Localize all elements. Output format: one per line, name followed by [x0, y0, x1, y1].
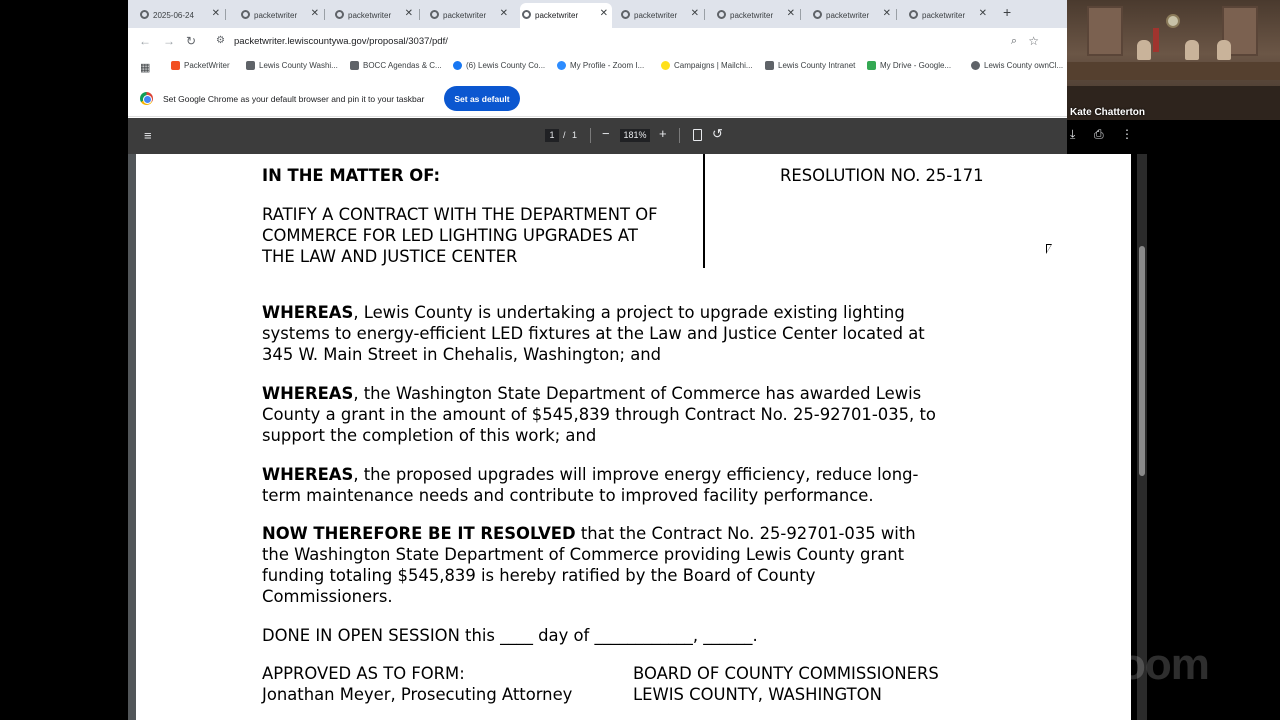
- back-icon[interactable]: ←: [139, 34, 151, 48]
- more-options-icon[interactable]: ⋮: [1121, 127, 1133, 141]
- paragraph-line: support the completion of this work; and: [262, 426, 597, 445]
- globe-icon: [241, 10, 250, 19]
- bookmarks-bar: [128, 56, 1067, 78]
- site-info-icon[interactable]: ⚙: [216, 35, 225, 46]
- close-icon[interactable]: ✕: [211, 8, 220, 19]
- subject-line: THE LAW AND JUSTICE CENTER: [262, 247, 518, 266]
- rotate-icon[interactable]: ↺: [712, 126, 723, 141]
- paragraph-line: the Washington State Department of Commerce providing Lewis County grant: [262, 545, 905, 564]
- globe-icon: [813, 10, 822, 19]
- participant-name: Kate Chatterton: [1070, 107, 1146, 118]
- close-icon[interactable]: ✕: [690, 8, 699, 19]
- chrome-logo-icon: [140, 92, 153, 105]
- tab-active[interactable]: packetwriter ✕: [520, 3, 612, 28]
- globe-icon: [140, 10, 149, 19]
- bookmark-lewis-county-washington[interactable]: Lewis County Washi...: [246, 61, 338, 70]
- pdf-page: [136, 154, 1131, 720]
- bookmark-zoom-profile[interactable]: My Profile - Zoom I...: [557, 61, 644, 70]
- globe-icon: [621, 10, 630, 19]
- bookmark-lewis-county-facebook[interactable]: (6) Lewis County Co...: [453, 61, 545, 70]
- new-tab-icon[interactable]: +: [1003, 4, 1012, 20]
- pdf-viewport[interactable]: [128, 154, 1067, 720]
- zoom-in-icon[interactable]: +: [659, 126, 667, 141]
- default-browser-infobar: Set Google Chrome as your default browser and pin it to your taskbar Set as default: [128, 80, 1067, 117]
- pdf-scrollbar[interactable]: [1137, 154, 1147, 720]
- zoom-icon[interactable]: ⌕: [1010, 35, 1017, 47]
- paragraph-line: County a grant in the amount of $545,839 through Contract No. 25-92701-035, to: [262, 405, 936, 424]
- mouse-cursor-icon: [1046, 244, 1052, 254]
- bookmark-packetwriter[interactable]: PacketWriter: [171, 61, 230, 70]
- paragraph-line: funding totaling $545,839 is hereby ratified by the Board of County: [262, 566, 816, 585]
- globe-icon: [335, 10, 344, 19]
- paragraph-line: systems to energy-efficient LED fixtures at the Law and Justice Center located at: [262, 324, 925, 343]
- tab-strip: [128, 0, 1067, 28]
- done-in-open-session: DONE IN OPEN SESSION this ____ day of ____________, ______.: [262, 626, 758, 645]
- flag: [1153, 28, 1159, 52]
- bookmark-mailchimp[interactable]: Campaigns | Mailchi...: [661, 61, 753, 70]
- county-seal: [1166, 14, 1180, 28]
- prosecuting-attorney: Jonathan Meyer, Prosecuting Attorney: [262, 685, 573, 704]
- close-icon[interactable]: ✕: [310, 8, 319, 19]
- print-icon[interactable]: ⎙: [1094, 127, 1104, 141]
- scrollbar-thumb[interactable]: [1139, 246, 1145, 476]
- address-bar[interactable]: ⚙ packetwriter.lewiscountywa.gov/proposal/3037/pdf/ ⌕ ☆: [208, 31, 1061, 53]
- globe-icon: [430, 10, 439, 19]
- whereas-paragraph-3: WHEREAS, the proposed upgrades will improve energy efficiency, reduce long-: [262, 465, 919, 484]
- globe-icon: [522, 10, 531, 19]
- tab-7[interactable]: packetwriter ✕: [715, 3, 799, 28]
- tab-4[interactable]: packetwriter ✕: [428, 3, 512, 28]
- close-icon[interactable]: ✕: [978, 8, 987, 19]
- download-icon[interactable]: ⤓: [1070, 127, 1076, 141]
- whereas-paragraph-2: WHEREAS, the Washington State Department of Commerce has awarded Lewis: [262, 384, 922, 403]
- bookmark-google-drive[interactable]: My Drive - Google...: [867, 61, 951, 70]
- bookmark-star-icon[interactable]: ☆: [1028, 34, 1039, 48]
- zoom-out-icon[interactable]: −: [602, 126, 610, 141]
- apps-grid-icon[interactable]: ▦: [140, 62, 151, 74]
- whereas-paragraph-1: WHEREAS, Lewis County is undertaking a project to upgrade existing lighting: [262, 303, 905, 322]
- forward-icon[interactable]: →: [163, 34, 175, 48]
- pdf-toolbar: ≡ 1 / 1 − 181% + ↺ ⤓ ⎙ ⋮: [128, 118, 1067, 154]
- set-as-default-button[interactable]: Set as default: [444, 86, 520, 111]
- close-icon[interactable]: ✕: [599, 8, 608, 19]
- header-divider: [703, 154, 705, 268]
- tab-1[interactable]: 2025-06-24 ✕: [138, 3, 224, 28]
- close-icon[interactable]: ✕: [404, 8, 413, 19]
- reload-icon[interactable]: ↻: [186, 34, 197, 48]
- subject-line: COMMERCE FOR LED LIGHTING UPGRADES AT: [262, 226, 638, 245]
- menu-icon[interactable]: ≡: [144, 128, 152, 143]
- dais: [1067, 62, 1280, 80]
- county-name: LEWIS COUNTY, WASHINGTON: [633, 685, 882, 704]
- close-icon[interactable]: ✕: [882, 8, 891, 19]
- paragraph-line: term maintenance needs and contribute to improved facility performance.: [262, 486, 874, 505]
- approved-as-to-form: APPROVED AS TO FORM:: [262, 664, 465, 683]
- close-icon[interactable]: ✕: [499, 8, 508, 19]
- tab-6[interactable]: packetwriter ✕: [619, 3, 703, 28]
- globe-icon: [909, 10, 918, 19]
- zoom-level-input[interactable]: 181%: [620, 129, 650, 142]
- tab-2[interactable]: packetwriter ✕: [239, 3, 323, 28]
- participant-video[interactable]: [1067, 0, 1280, 120]
- browser-toolbar: [128, 28, 1067, 56]
- paragraph-line: Commissioners.: [262, 587, 393, 606]
- bookmark-owncloud[interactable]: Lewis County ownCl...: [971, 61, 1063, 70]
- zoom-watermark: zoom: [1098, 640, 1209, 689]
- tab-9[interactable]: packetwriter ✕: [907, 3, 991, 28]
- close-icon[interactable]: ✕: [786, 8, 795, 19]
- resolution-number: RESOLUTION NO. 25-171: [780, 166, 984, 185]
- tab-3[interactable]: packetwriter ✕: [333, 3, 417, 28]
- board-of-commissioners: BOARD OF COUNTY COMMISSIONERS: [633, 664, 939, 683]
- page-number-input[interactable]: 1: [545, 129, 559, 142]
- subject-line: RATIFY A CONTRACT WITH THE DEPARTMENT OF: [262, 205, 658, 224]
- bookmark-intranet[interactable]: Lewis County Intranet: [765, 61, 855, 70]
- resolved-paragraph: NOW THEREFORE BE IT RESOLVED that the Contract No. 25-92701-035 with: [262, 524, 916, 543]
- paragraph-line: 345 W. Main Street in Chehalis, Washington; and: [262, 345, 662, 364]
- tab-8[interactable]: packetwriter ✕: [811, 3, 895, 28]
- globe-icon: [717, 10, 726, 19]
- bookmark-bocc-agendas[interactable]: BOCC Agendas & C...: [350, 61, 442, 70]
- fit-page-icon[interactable]: [693, 129, 702, 141]
- matter-heading: IN THE MATTER OF:: [262, 166, 441, 185]
